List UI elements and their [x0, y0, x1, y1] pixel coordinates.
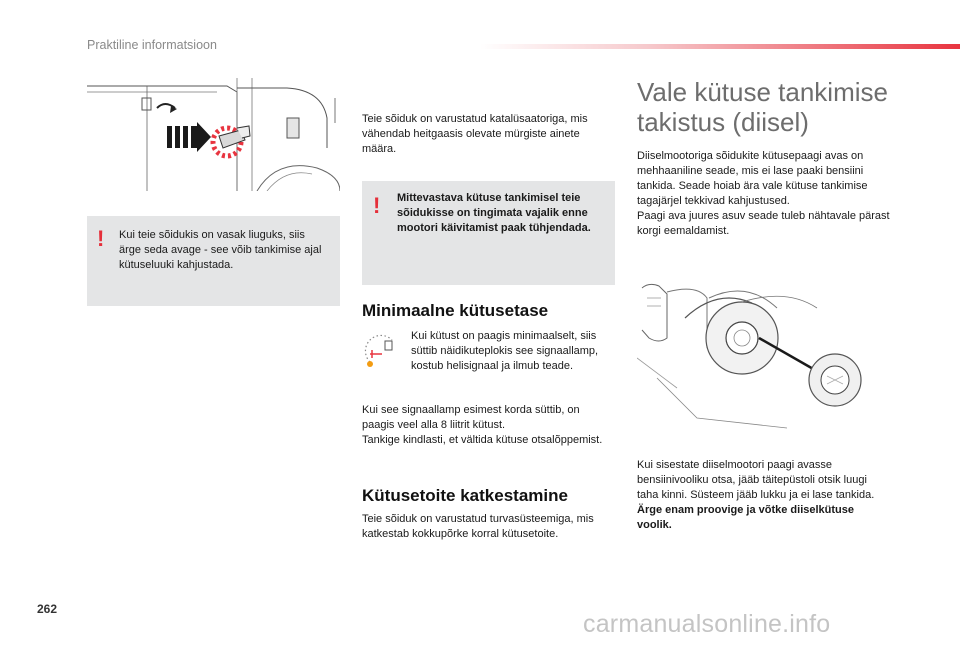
catalyst-intro-text: Teie sõiduk on varustatud katalüsaatoriga, mis vähendab heitgaasis olevate mürgiste ainete määra. [362, 113, 588, 155]
nozzle-block-description [637, 458, 887, 533]
misfuel-warning-text: Mittevastava kütuse tankimisel teie sõidukisse on tingimata vajalik enne mootori käivitamist paak tühjendada. [397, 192, 591, 234]
fuel-filler-illustration [637, 278, 890, 446]
sliding-door-warning-text: Kui teie sõidukis on vasak liuguks, siis ärge seda avage - see võib tankimise ajal kütuseluuki kahjustada. [119, 229, 322, 271]
fuel-cutoff-text: Teie sõiduk on varustatud turvasüsteemiga, mis katkestab kokkupõrke korral kütusetoite. [362, 513, 594, 540]
fuel-cutoff-heading: Kütusetoite katkestamine [362, 486, 568, 505]
warning-exclamation-icon: ! [373, 193, 381, 218]
min-fuel-text: Kui kütust on paagis minimaalselt, siis süttib näidikuteplokis see signaallamp, kostub helisignaal ja ilmub teade. [411, 330, 599, 372]
misfuel-paragraph-2: Paagi ava juures asuv seade tuleb nähtavale pärast korgi eemaldamist. [637, 210, 890, 237]
header-accent-bar [480, 44, 960, 49]
sliding-door-warning-box [87, 216, 340, 306]
fuel-gauge-icon [364, 332, 400, 368]
misfuel-warning-box [362, 181, 615, 285]
warning-exclamation-icon: ! [97, 226, 105, 251]
misfuel-paragraph-1: Diiselmootoriga sõidukite kütusepaagi avas on mehhaaniline seade, mis ei lase paaki bensiini tankida. Seade hoiab ära vale kütuse tankimise tagajärjel tekkivad kahjustused. [637, 150, 868, 207]
section-header: Praktiline informatsioon [87, 38, 217, 52]
min-fuel-paragraph-2: Tankige kindlasti, et vältida kütuse otsalõppemist. [362, 434, 603, 446]
nozzle-block-paragraph: Kui sisestate diiselmootori paagi avasse bensiinivooliku otsa, jääb täitepüstoli otsik luugi taha kinni. Süsteem jääb lukku ja ei lase tankida. [637, 459, 875, 501]
misfuel-title-line-1: Vale kütuse tankimise [637, 77, 888, 107]
car-sliding-door-illustration [87, 78, 340, 191]
min-fuel-paragraph-1: Kui see signaallamp esimest korda süttib, on paagis veel alla 8 liitrit kütust. [362, 404, 580, 431]
min-fuel-heading: Minimaalne kütusetase [362, 301, 549, 320]
misfuel-title [637, 77, 937, 137]
watermark: carmanualsonline.info [583, 610, 831, 638]
misfuel-title-line-2: takistus (diisel) [637, 107, 809, 137]
misfuel-description [637, 149, 897, 239]
min-fuel-details [362, 403, 612, 448]
nozzle-block-bold-note: Ärge enam proovige ja võtke diiselkütuse voolik. [637, 504, 855, 531]
page-number: 262 [37, 602, 58, 616]
